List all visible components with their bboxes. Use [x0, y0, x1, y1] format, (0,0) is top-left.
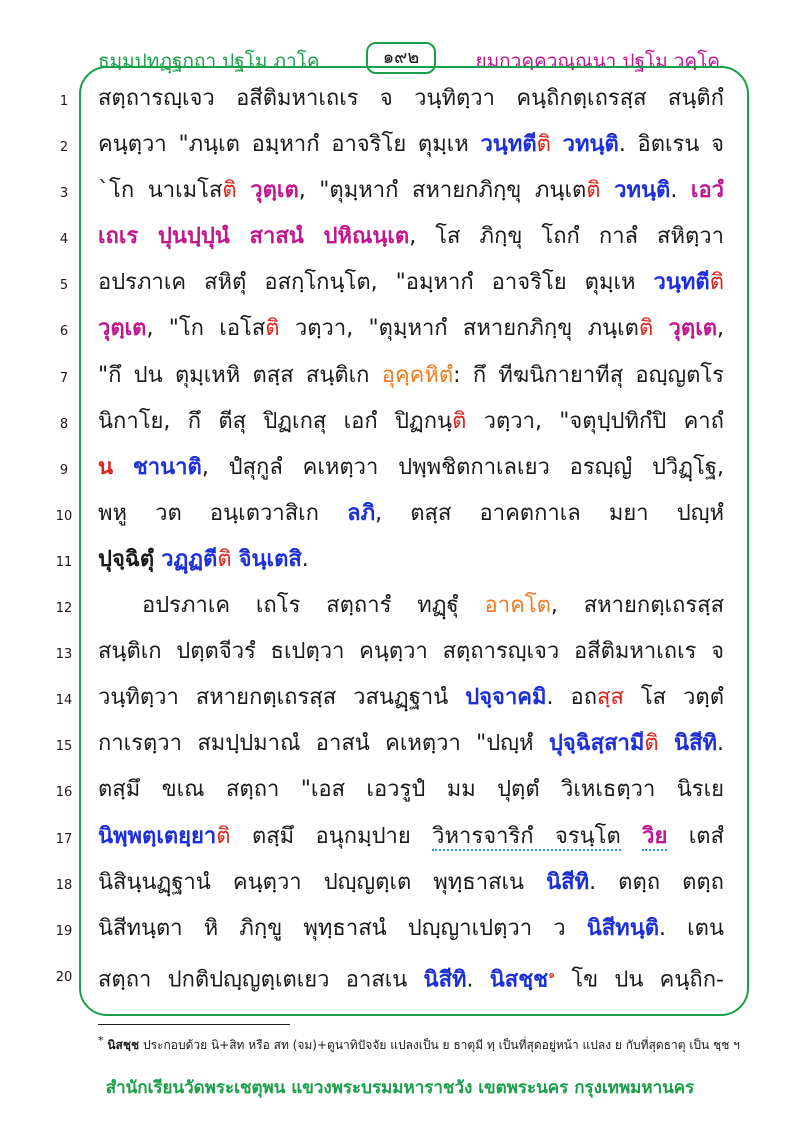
- highlighted-word: ลภิ: [347, 500, 376, 526]
- footnote-term: นิสชฺช: [107, 1038, 140, 1052]
- highlighted-word: จินฺเตสิ: [238, 546, 302, 572]
- highlighted-word: อาคโต: [484, 593, 551, 619]
- text-segment: [551, 132, 563, 157]
- highlighted-word: วนฺทตี: [653, 270, 710, 296]
- text-segment: "กึ ปน ตุมฺเหหิ ตสฺส สนฺติเก: [98, 362, 382, 388]
- highlighted-word: ปจฺจาคมิ: [465, 685, 547, 711]
- text-segment: ตสฺมึ อนุกมฺปาย: [230, 823, 433, 849]
- text-segment: , ตสฺส อาคตกาเล มยา ปญฺหํ: [375, 500, 724, 526]
- footnote-divider: [98, 1024, 290, 1025]
- text-segment: ปุจฺฉิตุํ: [98, 546, 155, 572]
- line-number: 6: [59, 324, 69, 340]
- text-line: [0, 262, 800, 308]
- text-segment: นิสีทนฺตา หิ ภิกฺขู พุทฺธาสนํ ปญฺญาเปตฺวา ว: [98, 915, 587, 941]
- line-text: [98, 912, 724, 946]
- highlighted-word: ติ: [265, 316, 280, 342]
- text-segment: [113, 455, 133, 480]
- line-text: [98, 312, 724, 346]
- line-number: 2: [59, 140, 69, 156]
- line-number: 10: [55, 508, 73, 524]
- page-number-badge: ๑๙๒: [366, 42, 436, 74]
- highlighted-word: นิสชฺช: [489, 967, 549, 993]
- line-text: [142, 589, 724, 623]
- text-line: [0, 78, 800, 124]
- line-number: 13: [55, 647, 73, 663]
- text-segment: อปรภาเค เถโร สตฺถารํ ทฏฺฐุํ: [142, 593, 485, 619]
- highlighted-word: วนฺทตี: [480, 132, 537, 158]
- line-number: 15: [55, 739, 73, 755]
- text-line: [0, 447, 800, 493]
- highlighted-word: ติ: [638, 316, 654, 342]
- line-text: [98, 543, 724, 577]
- line-text: [98, 405, 724, 439]
- text-line: [0, 816, 800, 862]
- text-segment: นิกาโย, กึ ตีสุ ปิฏเกสุ เอกํ ปิฏกนฺ: [98, 408, 453, 434]
- line-text: [98, 82, 724, 116]
- text-line: [0, 908, 800, 954]
- text-segment: สนฺติเก ปตฺตจีวรํ ธเปตฺวา คนฺตฺวา สตฺถารญฺเจว อสีติมหาเถเร จ: [98, 639, 724, 665]
- text-segment: โข ปน คนฺถิก-: [555, 967, 724, 993]
- line-text: [98, 451, 724, 485]
- highlighted-word: ติ: [536, 132, 551, 158]
- highlighted-word: วทนฺติ: [562, 132, 619, 158]
- line-number: 9: [59, 462, 69, 478]
- highlighted-word: วุตฺเต: [668, 316, 717, 342]
- text-segment: , สหายกตฺเถรสฺส: [550, 593, 724, 619]
- highlighted-word: วุตฺเต: [98, 316, 147, 342]
- highlighted-word: อุคฺคหิตํ: [381, 362, 454, 388]
- text-segment: .: [670, 178, 691, 204]
- text-segment: . อถ: [546, 685, 598, 711]
- text-segment: พหู วต อนฺเตวาสิเก: [98, 500, 348, 526]
- footnote-text: ประกอบด้วย นิ+สิท หรือ สท (จม)+ตูนาทิปัจจัย แปลงเป็น ย ธาตุมี ทฺ เป็นที่สุดอยู่หน้า แปลง ย กับที่สุดธาตุ เป็น ชฺช ฯ: [139, 1038, 740, 1052]
- text-segment: [659, 731, 674, 756]
- footnote: [98, 1034, 788, 1055]
- text-segment: [653, 316, 668, 341]
- highlighted-word: นิสีทิ: [546, 869, 590, 895]
- line-text: [98, 635, 724, 669]
- line-text: [98, 820, 724, 854]
- highlighted-word: ๑: [548, 967, 556, 981]
- header-book-title: ธมฺมปทฏฺฐกถา ปฐโม ภาโค: [98, 50, 320, 72]
- text-segment: , "โก เอโส: [146, 316, 266, 342]
- line-number: 7: [59, 370, 69, 386]
- text-segment: [621, 824, 642, 849]
- highlighted-word: ติ: [216, 823, 231, 849]
- text-line: [0, 401, 800, 447]
- text-line: [0, 723, 800, 769]
- text-line: [0, 539, 800, 585]
- highlighted-word: ติ: [709, 270, 724, 296]
- highlighted-word: น: [98, 454, 114, 480]
- highlighted-word: วฏฺฏตี: [161, 546, 218, 572]
- text-segment: .: [301, 546, 309, 572]
- line-text: [98, 773, 724, 807]
- highlighted-word: ติ: [586, 178, 601, 204]
- text-line: [0, 769, 800, 815]
- text-segment: .: [466, 967, 490, 993]
- text-segment: สตฺถา ปกติปญฺญตฺเตเยว อาสเน: [98, 967, 424, 993]
- text-segment: วตฺวา, "ตุมฺหากํ สหายกภิกฺขุ ภนฺเต: [279, 316, 639, 342]
- text-line: [0, 355, 800, 401]
- line-text: [98, 220, 724, 254]
- line-text: [98, 497, 724, 531]
- highlighted-word: ติ: [452, 408, 467, 434]
- text-line: [0, 677, 800, 723]
- line-number: 20: [55, 969, 73, 985]
- highlighted-word: เถเร ปุนปฺปุนํ สาสนํ ปหิณนฺเต: [98, 224, 410, 250]
- line-text: [98, 266, 724, 300]
- line-number: 16: [55, 785, 73, 801]
- text-segment: [232, 547, 239, 572]
- highlighted-word: ชานาติ: [132, 454, 202, 480]
- line-text: [98, 681, 724, 715]
- text-segment: .: [717, 731, 724, 757]
- line-text: [98, 359, 724, 393]
- line-number: 17: [55, 831, 73, 847]
- line-number: 4: [59, 232, 69, 248]
- text-segment: สตฺถารญฺเจว อสีติมหาเถเร จ วนฺทิตฺวา คนฺถิกตฺเถรสฺส สนฺติกํ: [98, 86, 724, 111]
- line-number: 12: [55, 601, 73, 617]
- text-line: [0, 124, 800, 170]
- text-segment: วิหารจาริกํ จรนฺโต: [432, 823, 621, 849]
- line-text: [98, 727, 724, 761]
- text-segment: . เตน: [659, 915, 724, 941]
- line-number: 1: [59, 94, 69, 109]
- page-footer: สำนักเรียนวัดพระเชตุพน แขวงพระบรมมหาราชวัง เขตพระนคร กรุงเทพมหานคร: [105, 1078, 695, 1098]
- text-segment: : กึ ทีฆนิกายาทีสุ อญฺญตโร: [453, 362, 724, 388]
- highlighted-word: วิย: [642, 823, 668, 849]
- footnote-marker: *: [98, 1034, 104, 1047]
- text-segment: . ตตฺถ ตตฺถ: [589, 869, 724, 895]
- line-number: 11: [55, 554, 73, 570]
- text-line: [0, 170, 800, 216]
- text-line: [0, 862, 800, 908]
- highlighted-word: นิสีทนฺติ: [586, 915, 660, 941]
- text-body: [0, 78, 800, 1000]
- text-segment: โส วตฺตํ: [623, 685, 724, 711]
- highlighted-word: วทนฺติ: [614, 178, 671, 204]
- highlighted-word: ปุจฺฉิสฺสามี: [548, 731, 645, 757]
- text-segment: , ปํสุกูลํ คเหตฺวา ปพฺพชิตกาเลเยว อรญฺญํ ปวิฏฺโฐ,: [201, 454, 724, 480]
- highlighted-word: นิสีทิ: [674, 731, 717, 757]
- highlighted-word: นิพฺพตฺเตยฺยา: [98, 823, 217, 849]
- line-number: 3: [59, 186, 69, 202]
- line-text: [98, 866, 724, 900]
- line-number: 18: [55, 877, 73, 893]
- highlighted-word: เอวํ: [690, 178, 724, 204]
- line-number: 5: [59, 278, 69, 294]
- text-segment: , โส ภิกฺขุ โถกํ กาลํ สหิตฺวา: [409, 224, 724, 250]
- highlighted-word: นิสีทิ: [423, 967, 467, 993]
- text-line: [0, 308, 800, 354]
- header-chapter-title: ยมกวคฺควณฺณนา ปฐโม วคฺโค: [475, 50, 720, 72]
- line-number: 14: [55, 693, 73, 709]
- text-segment: เตสํ: [667, 823, 724, 849]
- line-text: [98, 958, 724, 997]
- text-segment: ,: [717, 316, 724, 342]
- text-line: [0, 585, 800, 631]
- highlighted-word: ติ: [222, 178, 237, 204]
- text-segment: . อิตเรน จ: [618, 132, 724, 158]
- text-segment: นิสินฺนฏฺฐานํ คนฺตฺวา ปญฺญตฺเต พุทฺธาสเน: [98, 869, 547, 895]
- highlighted-word: ติ: [217, 546, 232, 572]
- line-text: [98, 128, 724, 162]
- text-segment: วตฺวา, "จตุปฺปทิกํปิ คาถํ: [466, 408, 724, 434]
- text-line: [0, 216, 800, 262]
- text-segment: คนฺตฺวา "ภนฺเต อมฺหากํ อาจริโย ตุมฺเห: [98, 132, 481, 158]
- line-number: 19: [55, 923, 73, 939]
- text-line: [0, 631, 800, 677]
- line-number: 8: [59, 416, 69, 432]
- line-text: [98, 174, 724, 208]
- text-segment: `โก นาเมโส: [98, 178, 223, 204]
- text-segment: วนฺทิตฺวา สหายกตฺเถรสฺส วสนฏฺฐานํ: [98, 685, 466, 711]
- highlighted-word: ติ: [644, 731, 659, 757]
- text-segment: ตสฺมึ ขเณ สตฺถา "เอส เอวรูปํ มม ปุตฺตํ วิเหเธตฺวา นิรเย: [98, 777, 724, 803]
- text-segment: กาเรตฺวา สมปฺปมาณํ อาสนํ คเหตฺวา "ปญฺหํ: [98, 731, 549, 757]
- text-line: [0, 493, 800, 539]
- text-segment: , "ตุมฺหากํ สหายกภิกฺขุ ภนฺเต: [298, 178, 587, 204]
- text-segment: อปรภาเค สหิตุํ อสกฺโกนฺโต, "อมฺหากํ อาจริโย ตุมฺเห: [98, 270, 654, 296]
- text-segment: [601, 178, 615, 203]
- text-segment: [237, 178, 251, 203]
- text-line: [0, 954, 800, 1000]
- highlighted-word: วุตฺเต: [250, 178, 299, 204]
- highlighted-word: สฺส: [597, 685, 624, 711]
